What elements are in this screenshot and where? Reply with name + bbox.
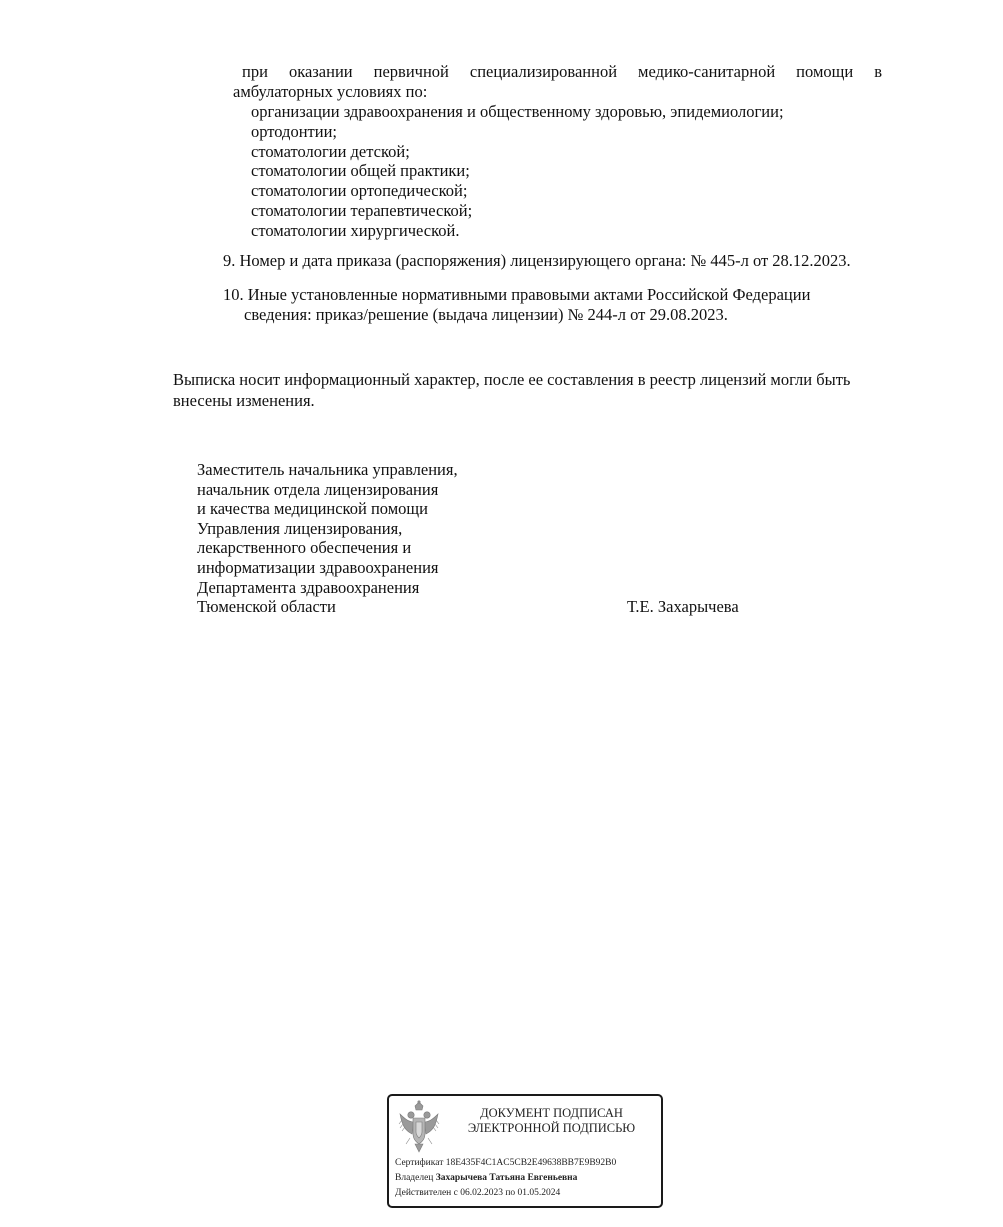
stamp-validity: Действителен с 06.02.2023 по 01.05.2024 <box>395 1188 561 1198</box>
position-line: Департамента здравоохранения <box>197 577 420 597</box>
position-line: Управления лицензирования, <box>197 518 403 538</box>
russian-coat-of-arms-icon <box>396 1100 442 1156</box>
item-10-other-info-line1: 10. Иные установленные нормативными правовыми актами Российской Федерации <box>223 285 811 304</box>
position-line: Тюменской области <box>197 597 336 617</box>
list-item: стоматологии общей практики; <box>251 161 470 181</box>
position-line: лекарственного обеспечения и <box>197 538 412 558</box>
position-line: информатизации здравоохранения <box>197 557 439 577</box>
position-line: Заместитель начальника управления, <box>197 460 458 479</box>
signatory-position <box>197 460 458 617</box>
list-item: ортодонтии; <box>251 121 337 141</box>
stamp-owner <box>395 1173 577 1183</box>
certificate-value: 18E435F4C1AC5CB2E49638BB7E9B92B0 <box>445 1158 617 1168</box>
intro-word: при <box>242 62 268 81</box>
electronic-signature-stamp <box>387 1094 663 1208</box>
item-9-order-number: 9. Номер и дата приказа (распоряжения) лицензирующего органа: № 445-л от 28.12.2023. <box>223 251 851 270</box>
intro-word: оказании <box>288 62 353 81</box>
list-item: стоматологии хирургической. <box>251 220 460 240</box>
intro-word: специализированной <box>469 62 618 81</box>
certificate-label: Сертификат <box>395 1158 444 1168</box>
disclaimer-line2: внесены изменения. <box>173 391 315 410</box>
intro-word: первичной <box>373 62 449 81</box>
list-item: стоматологии детской; <box>251 141 410 161</box>
owner-value: Захарычева Татьяна Евгеньевна <box>435 1173 578 1183</box>
intro-paragraph-line2: амбулаторных условиях по: <box>233 82 428 101</box>
stamp-title-line1: ДОКУМЕНТ ПОДПИСАН <box>480 1106 623 1120</box>
signatory-name: Т.Е. Захарычева <box>627 597 739 616</box>
stamp-title-line2: ЭЛЕКТРОННОЙ ПОДПИСЬЮ <box>467 1121 636 1135</box>
disclaimer-line1: Выписка носит информационный характер, после ее составления в реестр лицензий могли быть <box>173 370 851 389</box>
list-item: организации здравоохранения и общественному здоровью, эпидемиологии; <box>251 102 784 121</box>
list-item: стоматологии терапевтической; <box>251 200 473 220</box>
intro-word: медико-санитарной <box>638 62 776 81</box>
position-line: начальник отдела лицензирования <box>197 479 439 499</box>
list-item: стоматологии ортопедической; <box>251 181 468 201</box>
intro-word: в <box>874 62 882 81</box>
stamp-title <box>449 1106 654 1136</box>
specialties-list <box>251 102 784 241</box>
owner-label: Владелец <box>395 1173 434 1183</box>
intro-word: помощи <box>796 62 854 81</box>
position-line: и качества медицинской помощи <box>197 499 428 519</box>
intro-paragraph-line1 <box>242 62 882 82</box>
item-10-other-info-line2: сведения: приказ/решение (выдача лицензии) № 244-л от 29.08.2023. <box>244 305 728 324</box>
stamp-certificate <box>395 1158 616 1168</box>
